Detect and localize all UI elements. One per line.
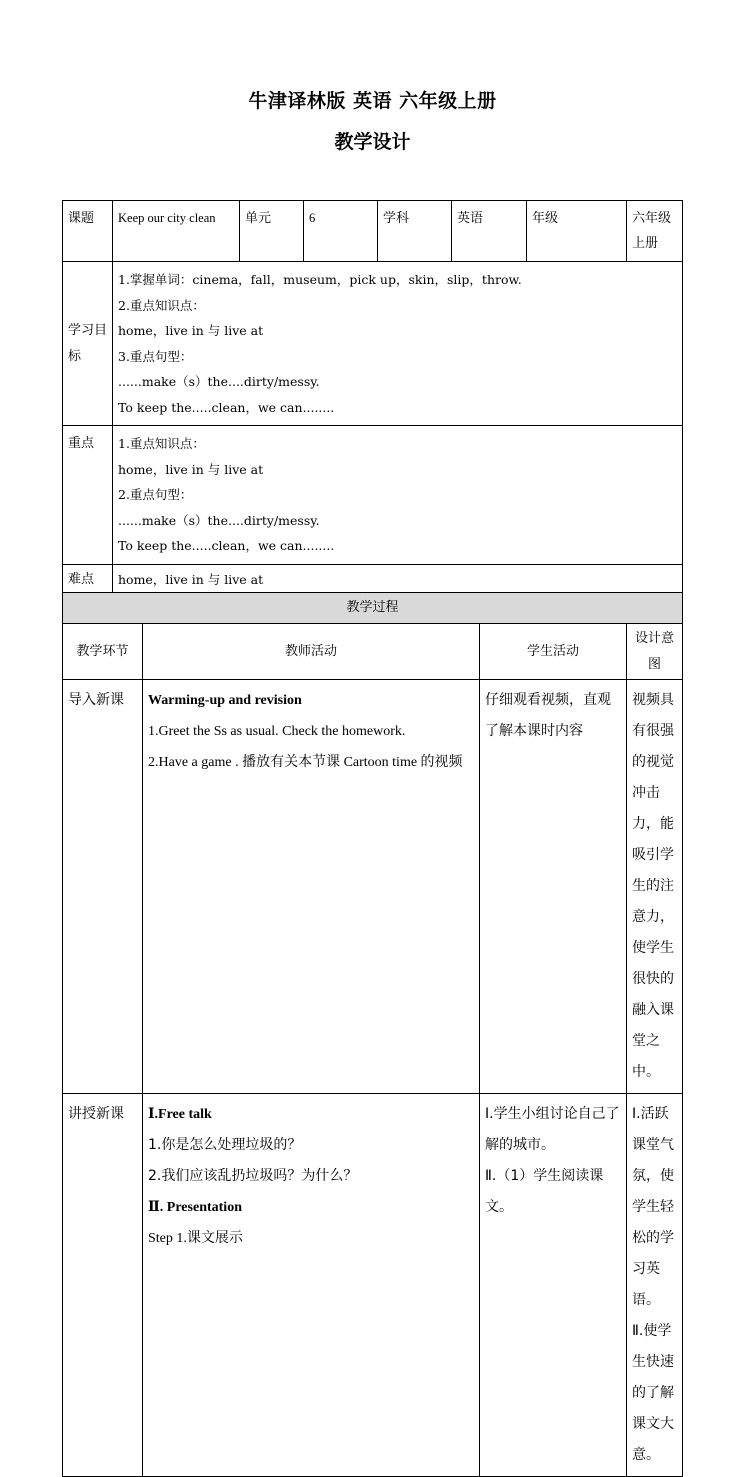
keypoints-line: 2.重点句型： — [118, 487, 193, 502]
keypoints-line: ......make（s）the....dirty/messy. — [118, 512, 320, 528]
keypoints-content — [113, 426, 683, 565]
grade-value: 六年级上册 — [627, 201, 683, 262]
subject-label: 学科 — [378, 201, 452, 262]
grade-label: 年级 — [527, 201, 627, 262]
teacher-line: 1.你是怎么处理垃圾的？ — [148, 1137, 302, 1153]
keypoints-label: 重点 — [63, 426, 113, 565]
objectives-row — [63, 262, 683, 426]
objectives-line: To keep the.....clean，we can........ — [118, 399, 335, 415]
unit-label: 单元 — [240, 201, 304, 262]
student-cell: 仔细观看视频，直观了解本课时内容 — [480, 680, 627, 1094]
process-row — [63, 680, 683, 1094]
objectives-content — [113, 262, 683, 426]
student-line: Ⅱ.（1）学生阅读课文。 — [485, 1168, 604, 1215]
difficulty-value: home，live in 与 live at — [113, 564, 683, 593]
col-stage: 教学环节 — [63, 624, 143, 680]
objectives-label: 学习目标 — [63, 262, 113, 426]
lesson-plan-table — [62, 200, 683, 1477]
stage-cell: 讲授新课 — [63, 1094, 143, 1477]
difficulty-label: 难点 — [63, 564, 113, 593]
objectives-line: home，live in 与 live at — [118, 323, 264, 338]
info-row — [63, 201, 683, 262]
col-design: 设计意图 — [627, 624, 683, 680]
design-line: Ⅱ.使学生快速的了解课文大意。 — [632, 1323, 675, 1463]
col-teacher: 教师活动 — [143, 624, 480, 680]
design-line: Ⅰ.活跃课堂气氛，使学生轻松的学习英语。 — [632, 1106, 675, 1308]
teacher-line: Warming-up and revision — [148, 693, 302, 708]
objectives-line: 3.重点句型： — [118, 348, 193, 364]
objectives-line: 2.重点知识点： — [118, 297, 205, 313]
document-subtitle: 教学设计 — [334, 131, 411, 153]
objectives-line: 1.掌握单词：cinema，fall，museum，pick up，skin，slip，throw. — [118, 272, 522, 287]
teacher-line: Step 1.课文展示 — [148, 1231, 243, 1246]
design-cell: 视频具有很强的视觉冲击力，能吸引学生的注意力，使学生很快的融入课堂之中。 — [627, 680, 683, 1094]
process-title: 教学过程 — [63, 593, 683, 624]
process-header-row — [63, 624, 683, 680]
difficulty-row — [63, 564, 683, 593]
document-title: 牛津译林版 英语 六年级上册 — [248, 90, 497, 112]
design-cell — [627, 1094, 683, 1477]
objectives-line: ......make（s）the....dirty/messy. — [118, 374, 320, 389]
keypoints-line: 1.重点知识点： — [118, 436, 205, 451]
teacher-line: 1.Greet the Ss as usual. Check the homework. — [148, 724, 406, 739]
col-student: 学生活动 — [480, 624, 627, 680]
lesson-value: Keep our city clean — [113, 201, 240, 262]
teacher-line: 2.Have a game . 播放有关本节课 Cartoon time 的视频 — [148, 755, 463, 770]
process-row — [63, 1094, 683, 1477]
teacher-cell — [143, 680, 480, 1094]
keypoints-line: To keep the.....clean，we can........ — [118, 538, 335, 553]
stage-cell: 导入新课 — [63, 680, 143, 1094]
teacher-line: Ⅱ. Presentation — [148, 1200, 242, 1215]
student-cell — [480, 1094, 627, 1477]
keypoints-row — [63, 426, 683, 565]
student-line: Ⅰ.学生小组讨论自己了解的城市。 — [485, 1106, 620, 1153]
keypoints-line: home，live in 与 live at — [118, 461, 264, 477]
teacher-line: Ⅰ.Free talk — [148, 1107, 212, 1122]
process-title-row — [63, 593, 683, 624]
teacher-cell — [143, 1094, 480, 1477]
teacher-line: 2.我们应该乱扔垃圾吗？为什么？ — [148, 1168, 358, 1184]
unit-value: 6 — [304, 201, 378, 262]
subject-value: 英语 — [452, 201, 527, 262]
lesson-label: 课题 — [63, 201, 113, 262]
